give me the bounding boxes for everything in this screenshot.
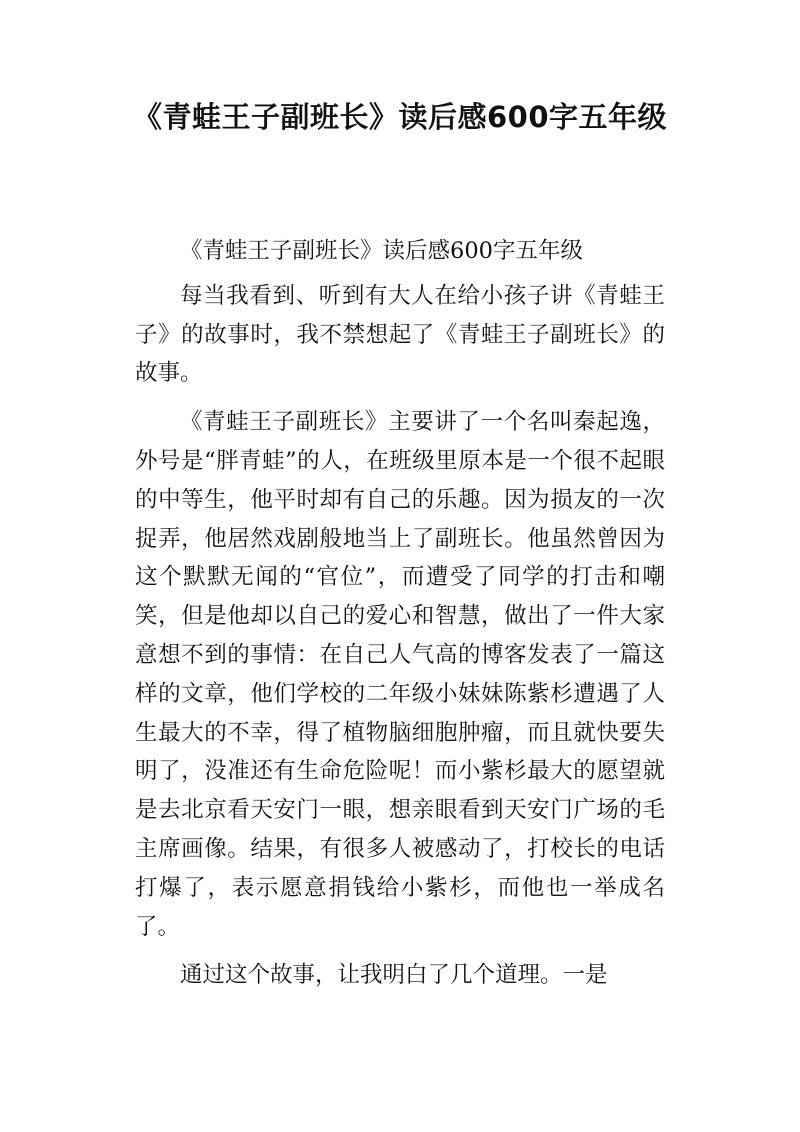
paragraph-2: 《青蛙王子副班长》主要讲了一个名叫秦起逸，外号是“胖青蛙”的人，在班级里原本是一个很不起眼的中等生，他平时却有自己的乐趣。因为损友的一次捉弄，他居然戏剧般地当上了副班长。他虽然曾因为这个默默无闻的“官位”，而遭受了同学的打击和嘲笑，但是他却以自己的爱心和智慧，做出了一件大家意想不到的事情：在自己人气高的博客发表了一篇这样的文章，他们学校的二年级小妹妹陈紫杉遭遇了人生最大的不幸，得了植物脑细胞肿瘤，而且就快要失明了，没准还有生命危险呢！而小紫杉最大的愿望就是去北京看天安门一眼，想亲眼看到天安门广场的毛主席画像。结果，有很多人被感动了，打校长的电话打爆了，表示愿意捐钱给小紫杉，而他也一举成名了。 <box>135 409 665 940</box>
paragraph-3: 通过这个故事，让我明白了几个道理。一是 <box>180 962 608 989</box>
document-title: 《青蛙王子副班长》读后感600字五年级 <box>132 100 668 134</box>
paragraph-1: 每当我看到、听到有大人在给小孩子讲《青蛙王子》的故事时，我不禁想起了《青蛙王子副班长》的故事。 <box>135 282 665 387</box>
document-subtitle: 《青蛙王子副班长》读后感600字五年级 <box>180 238 583 264</box>
document-body <box>135 232 665 1005</box>
